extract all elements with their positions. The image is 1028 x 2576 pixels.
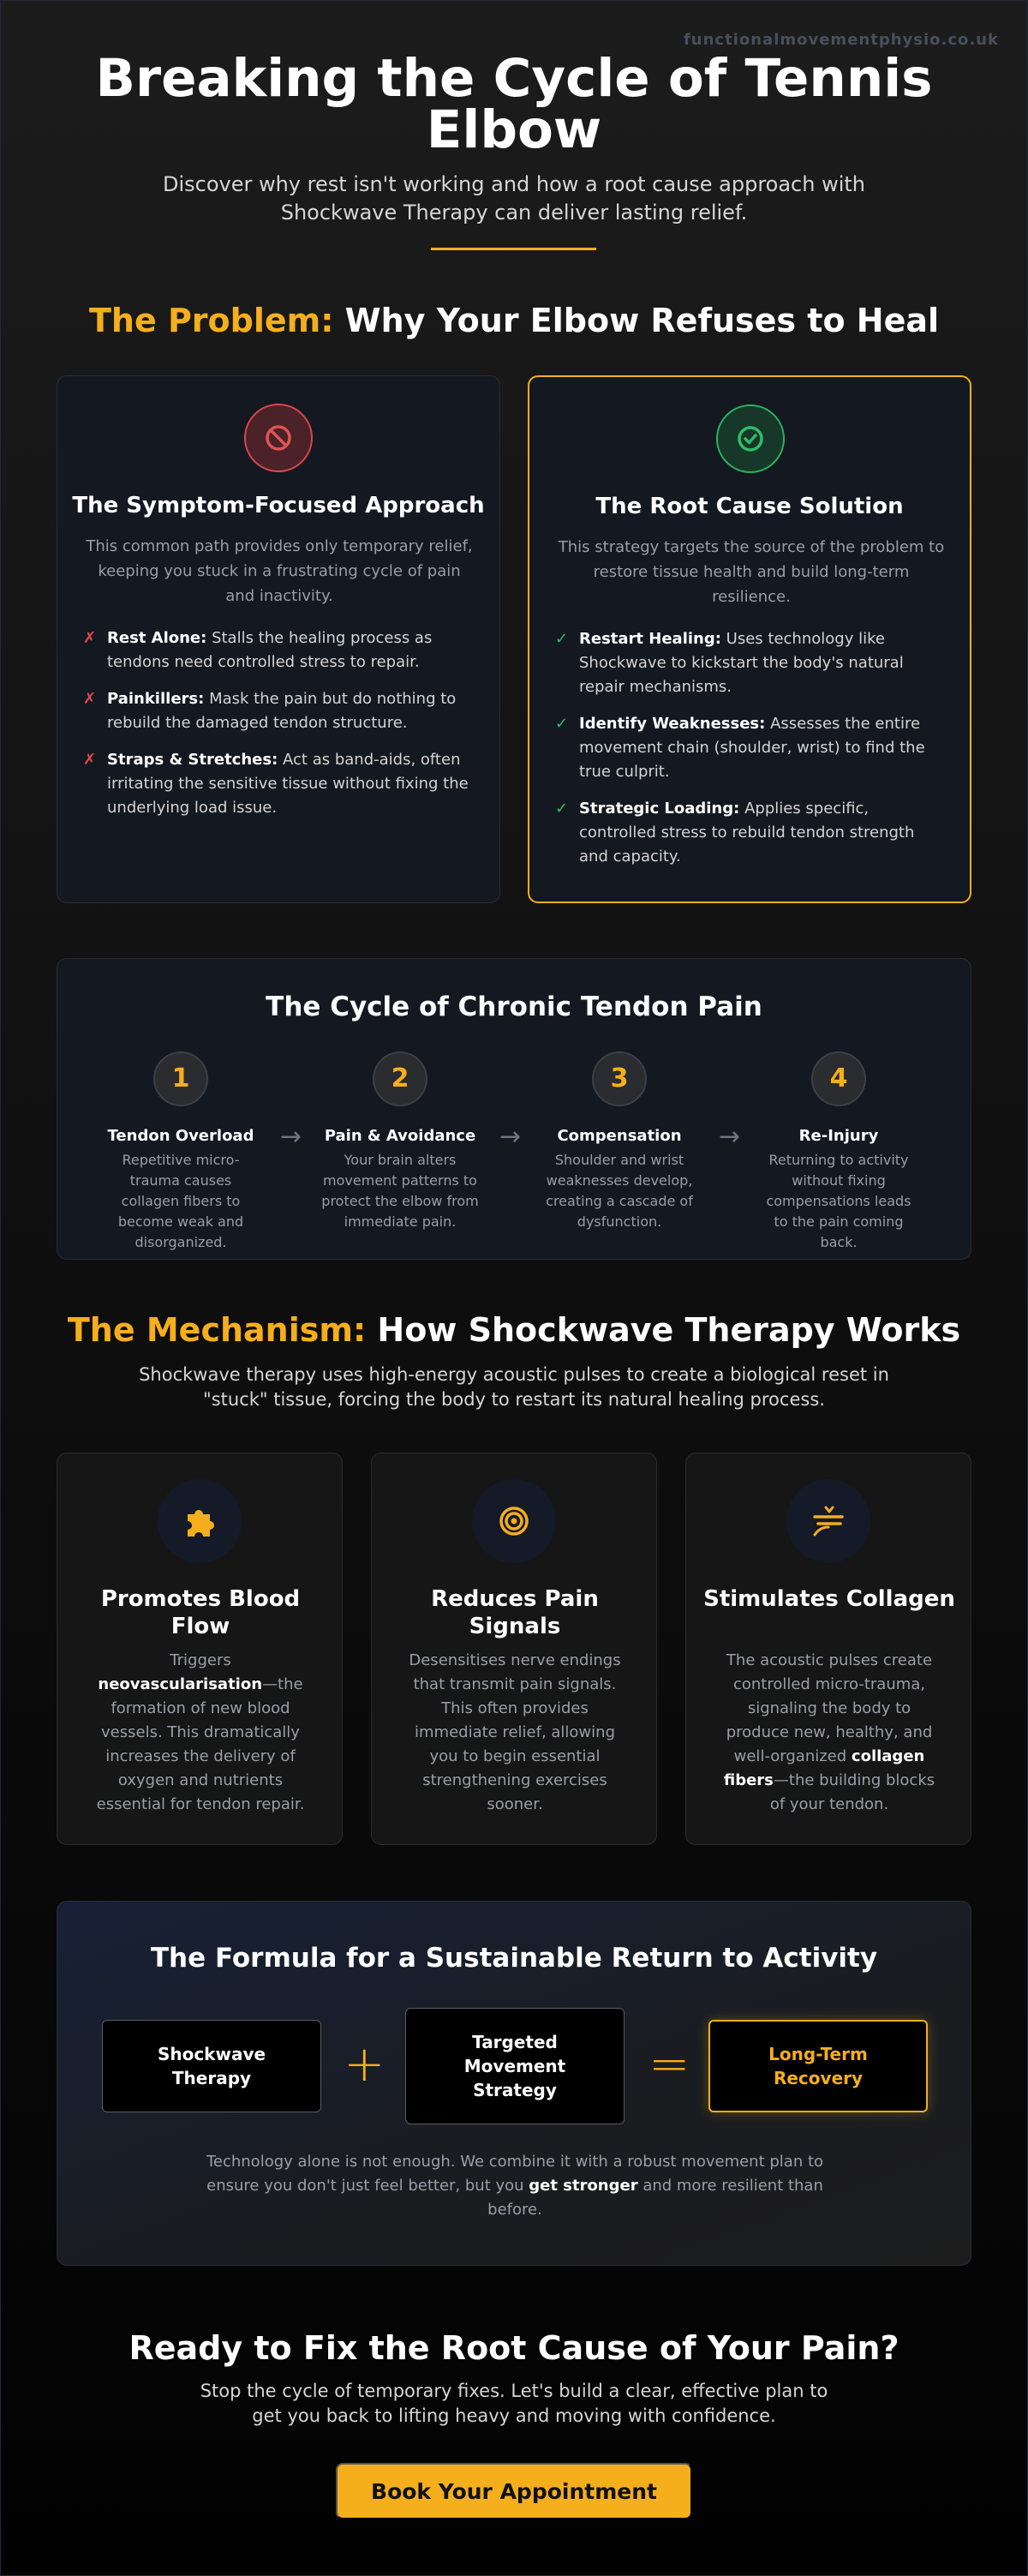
text-segment: Desensitises nerve endings that transmit pain signals. This often provides immediate relief, allowing you to begin essential strengthening exercises sooner.: [409, 1651, 621, 1813]
bullet-text: Stalls the healing process as tendons need controlled stress to repair.: [107, 629, 433, 671]
text-segment: The acoustic pulses create controlled micro-trauma, signaling the body to produce new, healthy, and well-organized: [726, 1651, 933, 1765]
text-segment: Triggers: [170, 1651, 231, 1669]
plus-icon: +: [344, 2034, 386, 2093]
formula-text: [186, 2150, 844, 2222]
hero-divider: [431, 248, 596, 250]
check-icon: ✓: [555, 800, 569, 818]
step-title: Compensation: [557, 1127, 682, 1145]
formula-title: The Formula for a Sustainable Return to Activity: [150, 1943, 878, 1974]
step-text: Repetitive micro-trauma causes collagen fibers to become weak and disorganized.: [117, 1152, 244, 1250]
formula-box-shockwave: Shockwave Therapy: [102, 2020, 321, 2112]
mechanism-card-title: Promotes Blood Flow: [100, 1586, 301, 1639]
book-appointment-button[interactable]: Book Your Appointment: [336, 2463, 692, 2519]
text-segment: —the building blocks of your tendon.: [769, 1771, 935, 1813]
step-number: 4: [811, 1051, 866, 1106]
puzzle-piece-icon: [158, 1479, 242, 1563]
hero-title: Breaking the Cycle of Tennis Elbow: [95, 48, 933, 160]
cta-text: Stop the cycle of temporary fixes. Let's build a clear, effective plan to get you back to lifting heavy and moving with confidence.: [200, 2381, 828, 2426]
step-title: Re-Injury: [798, 1127, 879, 1145]
list-item: [83, 687, 475, 735]
symptom-focused-card: [57, 375, 500, 903]
list-item: [555, 797, 947, 869]
root-cause-bullet-list: [555, 627, 947, 882]
mechanism-card-title: Reduces Pain Signals: [431, 1586, 599, 1639]
prohibited-icon: [244, 404, 313, 472]
root-cause-card-heading: The Root Cause Solution: [595, 494, 904, 519]
bullet-text: Mask the pain but do nothing to rebuild the damaged tendon structure.: [107, 690, 457, 732]
pain-signals-card: [371, 1453, 657, 1845]
bullet-label: Restart Healing:: [579, 630, 721, 648]
text-emphasis: neovascularisation: [98, 1675, 263, 1693]
bullet-text: Uses technology like Shockwave to kickstart the body's natural repair mechanisms.: [579, 630, 904, 696]
step-text: Shoulder and wrist weaknesses develop, creating a cascade of dysfunction.: [546, 1152, 693, 1230]
problem-title-accent: The Problem:: [88, 302, 334, 339]
mechanism-section-title: [0, 1311, 1028, 1349]
cycle-step-1: [95, 1051, 266, 1253]
step-title: Tendon Overload: [107, 1127, 254, 1145]
list-item: [555, 712, 947, 784]
text-segment: —the formation of new blood vessels. This dramatically increases the delivery of oxygen and nutrients essential for tendon repair.: [96, 1675, 305, 1813]
symptom-card-intro: This common path provides only temporary relief, keeping you stuck in a frustrating cycle of pain and inactivity.: [86, 537, 473, 605]
check-icon: ✓: [555, 715, 569, 733]
mechanism-subtitle: Shockwave therapy uses high-energy acoustic pulses to create a biological reset in "stuck" tissue, forcing the body to restart its natural healing process.: [139, 1364, 889, 1410]
arrow-right-icon: →: [280, 1122, 302, 1152]
bullet-label: Identify Weaknesses:: [579, 715, 766, 733]
text-segment: Technology alone is not enough. We combine it with a robust movement plan to ensure you don't just feel better, but you: [206, 2153, 824, 2195]
step-text: Returning to activity without fixing compensations leads to the pain coming back.: [766, 1152, 911, 1250]
list-item: [555, 627, 947, 699]
symptom-card-heading: The Symptom-Focused Approach: [72, 493, 485, 518]
mechanism-card-title: Stimulates Collagen: [703, 1586, 955, 1612]
mechanism-card-text: [717, 1649, 941, 1817]
cycle-step-3: [534, 1051, 705, 1232]
list-item: [83, 626, 475, 674]
mechanism-card-text: [88, 1649, 313, 1817]
collagen-fiber-icon: [786, 1479, 870, 1563]
arrow-right-icon: →: [719, 1122, 741, 1152]
step-number: 3: [592, 1051, 647, 1106]
cta-title: Ready to Fix the Root Cause of Your Pain?: [128, 2329, 900, 2367]
step-text: Your brain alters movement patterns to protect the elbow from immediate pain.: [321, 1152, 479, 1230]
root-cause-card-intro: This strategy targets the source of the problem to restore tissue health and build long-term resilience.: [558, 538, 945, 606]
text-segment: and more resilient than before.: [487, 2177, 823, 2219]
root-cause-card: [528, 375, 971, 903]
cross-icon: ✗: [83, 751, 97, 769]
step-number: 1: [153, 1051, 208, 1106]
bullet-text: Applies specific, controlled stress to rebuild tendon strength and capacity.: [579, 800, 915, 866]
blood-flow-card: [57, 1453, 343, 1845]
text-emphasis: get stronger: [529, 2177, 638, 2195]
bullet-text: Assesses the entire movement chain (shoulder, wrist) to find the true culprit.: [579, 715, 925, 781]
bullet-label: Straps & Stretches:: [107, 751, 278, 769]
equals-icon: =: [648, 2034, 690, 2093]
problem-title-rest: Why Your Elbow Refuses to Heal: [344, 302, 940, 339]
check-icon: ✓: [555, 630, 569, 648]
formula-box-recovery: Long-Term Recovery: [708, 2020, 928, 2112]
list-item: [83, 748, 475, 820]
bullet-label: Painkillers:: [107, 690, 205, 708]
cross-icon: ✗: [83, 690, 97, 708]
cycle-title: The Cycle of Chronic Tendon Pain: [266, 991, 762, 1022]
step-title: Pain & Avoidance: [324, 1127, 476, 1145]
formula-card: [57, 1901, 971, 2266]
cross-icon: ✗: [83, 629, 97, 647]
step-number: 2: [373, 1051, 427, 1106]
arrow-right-icon: →: [499, 1122, 522, 1152]
cycle-step-4: [753, 1051, 924, 1253]
spiral-rings-icon: [472, 1479, 556, 1563]
site-domain: functionalmovementphysio.co.uk: [683, 31, 999, 49]
text-emphasis: collagen fibers: [723, 1747, 925, 1789]
tendon-pain-cycle-card: [57, 958, 971, 1260]
hero-subtitle: Discover why rest isn't working and how a root cause approach with Shockwave Therapy can deliver lasting relief.: [162, 172, 866, 225]
bullet-label: Rest Alone:: [107, 629, 207, 647]
bullet-text: Act as band-aids, often irritating the sensitive tissue without fixing the underlying load issue.: [107, 751, 469, 817]
formula-box-movement: Targeted Movement Strategy: [405, 2008, 625, 2124]
problem-section-title: [0, 302, 1028, 339]
mechanism-title-accent: The Mechanism:: [67, 1311, 367, 1349]
collagen-card: [685, 1453, 971, 1845]
bullet-label: Strategic Loading:: [579, 800, 740, 818]
mechanism-card-text: [403, 1649, 627, 1817]
mechanism-title-rest: How Shockwave Therapy Works: [377, 1311, 961, 1349]
symptom-bullet-list: [83, 626, 475, 833]
cycle-step-2: [314, 1051, 486, 1232]
check-circle-icon: [716, 404, 785, 473]
